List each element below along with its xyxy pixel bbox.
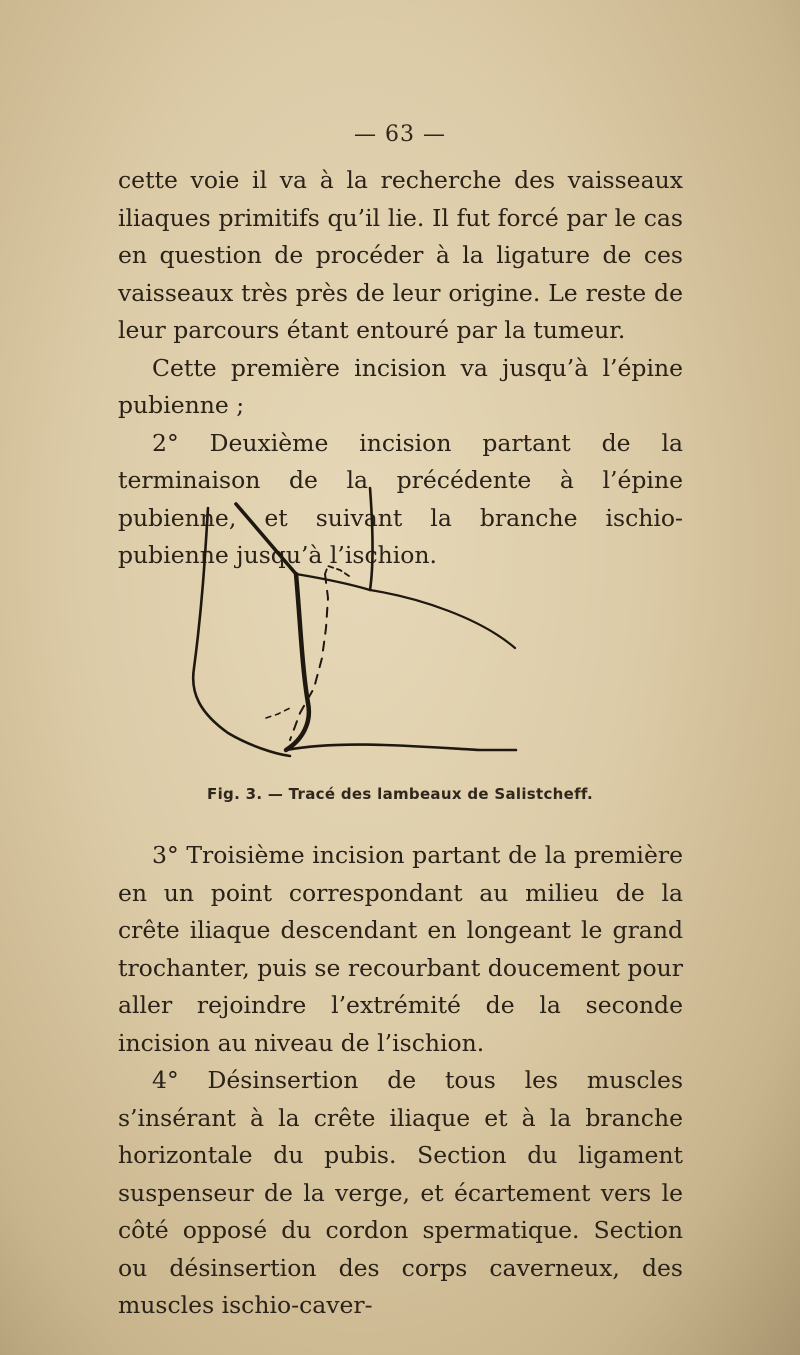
paragraph-continuation: cette voie il va à la recherche des vaisseaux iliaques primitifs qu’il lie. Il fut forcé par le cas en question de procéder à la ligature de ces vaisseaux très près de leur origine. Le reste de leur parcours étant entouré par la tumeur. [118,166,683,344]
paragraph-third-incision: 3° Troisième incision partant de la première en un point correspondant au milieu de la crête iliaque descendant en longeant le grand trochanter, puis se recourbant doucement pour aller rejoindre l’extrémité de la seconde incision au niveau de l’ischion. [118,841,683,1057]
figure-flap-tracing [180,478,540,778]
paragraph-fourth-step: 4° Désinsertion de tous les muscles s’insérant à la crête iliaque et à la branche horizontale du pubis. Section du ligament suspenseur de la verge, et écartement vers le côté opposé du cordon spermatique. Section ou désinsertion des corps caverneux, des muscles ischio-caver- [118,1066,683,1319]
inner-connector [296,574,370,590]
pubic-branch-line [370,590,515,648]
right-vertical-line [370,488,373,590]
body-text-bottom [118,837,683,1325]
paragraph-first-incision: Cette première incision va jusqu’à l’épine pubienne ; [118,353,683,419]
inner-thick-curve [286,574,309,750]
bottom-line [286,745,516,750]
upper-diagonal-line [236,504,296,574]
dashed-top-hook [325,566,352,578]
figure-caption: Fig. 3. — Tracé des lambeaux de Salistcheff. [207,785,593,803]
outer-left-curve [193,508,290,756]
page-number: — 63 — [354,122,446,147]
flap-tracing-diagram [180,478,540,778]
paragraph-second-incision: 2° Deuxième incision partant de la terminaison de la précédente à l’épine pubienne, et suivant la branche ischio-pubienne jusqu’à l’ischion. [118,428,683,569]
dashed-lower-left [266,708,290,718]
